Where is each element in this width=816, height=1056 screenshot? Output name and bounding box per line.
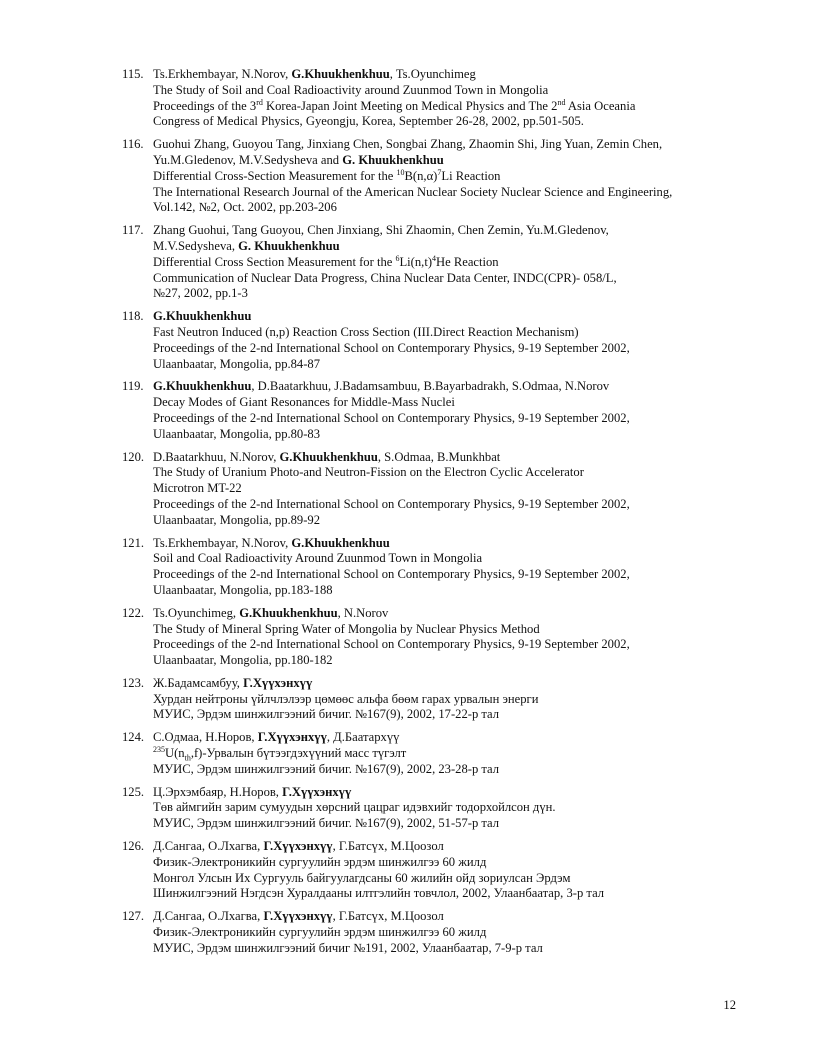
entry-authors [122,309,732,325]
author-highlight: G.Khuukhenkhuu [279,449,378,464]
entry-line [122,871,732,887]
entry-line [122,427,732,443]
entry-line [122,855,732,871]
text-run: The International Research Journal of the American Nuclear Society Nuclear Science and Engineering, [153,184,673,199]
author-highlight: G. Khuukhenkhuu [238,238,340,253]
text-run: , S.Odmaa, B.Munkhbat [377,449,501,464]
text-run: The Study of Mineral Spring Water of Mongolia by Nuclear Physics Method [153,621,540,636]
publication-entry [122,223,732,302]
entry-authors [122,730,732,746]
text-run: Proceedings of the 2-nd International School on Contemporary Physics, 9-19 September 2002, [153,567,630,582]
entry-line [122,653,732,669]
entry-line [122,153,732,169]
text-run: Differential Cross-Section Measurement for the [153,168,397,183]
entry-authors [122,909,732,925]
entry-number: 119. [122,379,144,394]
publication-entry [122,67,732,130]
entry-number: 127. [122,909,145,924]
publication-entry [122,536,732,599]
entry-number: 124. [122,730,145,745]
author-highlight: G.Khuukhenkhuu [153,379,252,394]
entry-line [122,567,732,583]
entry-number: 123. [122,675,145,690]
publication-entry [122,785,732,832]
entry-authors [122,223,732,239]
text-run: Yu.M.Gledenov, M.V.Sedysheva and [153,152,343,167]
author-highlight: Г.Хүүхэнхүү [243,675,313,690]
entry-line [122,481,732,497]
author-highlight: G.Khuukhenkhuu [239,605,338,620]
text-run: , N.Norov [337,605,389,620]
text-run: U(n [165,746,185,761]
text-run: The Study of Uranium Photo-and Neutron-Fission on the Electron Cyclic Accelerator [153,465,584,480]
text-run: Ulaanbaatar, Mongolia, pp.183-188 [153,582,333,597]
text-run: Ts.Erkhembayar, N.Norov, [153,67,292,81]
text-run: B(n,α) [404,168,438,183]
text-run: The Study of Soil and Coal Radioactivity around Zuunmod Town in Mongolia [153,82,549,97]
text-run: Congress of Medical Physics, Gyeongju, Korea, September 26-28, 2002, pp.501-505. [153,114,584,129]
publication-entry [122,379,732,442]
text-run: Li(n,t) [399,254,433,269]
text-run: Ц.Эрхэмбаяр, Н.Норов, [153,784,283,799]
text-run: Proceedings of the 2-nd International School on Contemporary Physics, 9-19 September 2002, [153,637,630,652]
author-highlight: G.Khuukhenkhuu [291,67,390,81]
text-run: Microtron MT-22 [153,481,242,496]
text-run: He Reaction [436,254,499,269]
text-run: Korea-Japan Joint Meeting on Medical Physics and The 2 [262,98,558,113]
text-run: D.Baatarkhuu, N.Norov, [153,449,280,464]
entry-authors [122,676,732,692]
text-run: Soil and Coal Radioactivity Around Zuunmod Town in Mongolia [153,551,483,566]
page-number: 12 [723,998,736,1012]
entry-line [122,692,732,708]
text-run: Д.Сангаа, О.Лхагва, [153,839,264,854]
entry-line [122,886,732,902]
entry-authors [122,536,732,552]
publication-entry [122,909,732,956]
publication-entry [122,676,732,723]
text-run: Ts.Erkhembayar, N.Norov, [153,535,292,550]
text-run: Differential Cross Section Measurement for the [153,254,396,269]
text-run: , Ts.Oyunchimeg [389,67,476,81]
author-highlight: Г.Хүүхэнхүү [263,909,333,924]
text-run: Fast Neutron Induced (n,p) Reaction Cross Section (III.Direct Reaction Mechanism) [153,324,579,339]
author-highlight: Г.Хүүхэнхүү [263,839,333,854]
text-run: Ulaanbaatar, Mongolia, pp.80-83 [153,426,321,441]
author-highlight: Г.Хүүхэнхүү [282,784,352,799]
author-highlight: G.Khuukhenkhuu [153,309,252,324]
entry-line [122,513,732,529]
entry-authors [122,785,732,801]
text-run: , Г.Батсүх, М.Цоозол [332,839,444,854]
text-run: Шинжилгээний Нэгдсэн Хуралдааны илтгэлийн товчлол, 2002, Улаанбаатар, 3-р тал [153,886,605,901]
entry-number: 118. [122,309,144,324]
text-run: Монгол Улсын Их Сургууль байгуулагдсаны 60 жилийн ойд зориулсан Эрдэм [153,870,571,885]
entry-number: 117. [122,223,144,238]
entry-authors [122,839,732,855]
superscript: 235 [153,744,165,754]
text-run: Физик-Электроникийн сургуулийн эрдэм шинжилгээ 60 жилд [153,854,487,869]
text-run: Communication of Nuclear Data Progress, China Nuclear Data Center, INDC(CPR)- 058/L, [153,270,617,285]
entry-line [122,357,732,373]
entry-number: 126. [122,839,145,854]
entry-authors [122,137,732,153]
entry-line [122,583,732,599]
entry-line [122,341,732,357]
entry-line [122,271,732,287]
text-run: Физик-Электроникийн сургуулийн эрдэм шинжилгээ 60 жилд [153,925,487,940]
text-run: №27, 2002, pp.1-3 [153,286,248,301]
text-run: Guohui Zhang, Guoyou Tang, Jinxiang Chen, Songbai Zhang, Zhaomin Shi, Jing Yuan, Zemin Chen, [153,137,663,152]
publication-list [122,67,732,964]
entry-number: 125. [122,784,145,799]
text-run: Ts.Oyunchimeg, [153,605,240,620]
entry-line [122,411,732,427]
entry-line [122,99,732,115]
text-run: Decay Modes of Giant Resonances for Middle-Mass Nuclei [153,395,455,410]
text-run: Д.Сангаа, О.Лхагва, [153,909,264,924]
text-run: , D.Baatarkhuu, J.Badamsambuu, B.Bayarbadrakh, S.Odmaa, N.Norov [251,379,610,394]
text-run: МУИС, Эрдэм шинжилгээний бичиг №191, 2002, Улаанбаатар, 7-9-р тал [153,940,543,955]
publication-entry [122,606,732,669]
entry-line [122,83,732,99]
publication-entry [122,730,732,777]
entry-line [122,325,732,341]
entry-line [122,114,732,130]
text-run: Ulaanbaatar, Mongolia, pp.84-87 [153,356,321,371]
text-run: Ulaanbaatar, Mongolia, pp.180-182 [153,653,333,668]
text-run: Proceedings of the 2-nd International School on Contemporary Physics, 9-19 September 2002, [153,410,630,425]
text-run: Proceedings of the 2-nd International School on Contemporary Physics, 9-19 September 2002, [153,340,630,355]
entry-authors [122,450,732,466]
superscript: rd [256,97,263,107]
entry-number: 121. [122,535,145,550]
publication-entry [122,450,732,529]
text-run: Хурдан нейтроны үйлчлэлээр цөмөөс альфа бөөм гарах урвалын энерги [153,691,539,706]
entry-line [122,395,732,411]
text-run: , Д.Баатархүү [326,730,400,745]
entry-line [122,169,732,185]
text-run: Vol.142, №2, Oct. 2002, pp.203-206 [153,200,337,215]
text-run: МУИС, Эрдэм шинжилгээний бичиг. №167(9), 2002, 51-57-р тал [153,816,500,831]
entry-line [122,622,732,638]
entry-line [122,185,732,201]
entry-line [122,637,732,653]
text-run: Li Reaction [441,168,501,183]
text-run: С.Одмаа, Н.Норов, [153,730,258,745]
entry-line [122,200,732,216]
entry-number: 122. [122,605,145,620]
text-run: Zhang Guohui, Tang Guoyou, Chen Jinxiang, Shi Zhaomin, Chen Zemin, Yu.M.Gledenov, [153,223,609,238]
entry-line [122,816,732,832]
text-run: Ulaanbaatar, Mongolia, pp.89-92 [153,512,321,527]
author-highlight: Г.Хүүхэнхүү [257,730,327,745]
text-run: , Г.Батсүх, М.Цоозол [332,909,444,924]
subscript: th [184,753,191,763]
entry-line [122,762,732,778]
entry-number: 115. [122,67,144,81]
author-highlight: G.Khuukhenkhuu [291,535,390,550]
entry-authors [122,606,732,622]
entry-line [122,239,732,255]
superscript: 6 [395,253,400,263]
text-run: Asia Oceania [565,98,636,113]
entry-authors [122,67,732,83]
superscript: 10 [396,167,405,177]
entry-line [122,255,732,271]
entry-line [122,286,732,302]
text-run: Proceedings of the 2-nd International School on Contemporary Physics, 9-19 September 2002, [153,496,630,511]
entry-line [122,925,732,941]
entry-line [122,941,732,957]
text-run: Ж.Бадамсамбуу, [153,675,244,690]
entry-line [122,497,732,513]
superscript: 7 [437,167,442,177]
entry-line [122,551,732,567]
text-run: M.V.Sedysheva, [153,238,239,253]
publication-entry [122,309,732,372]
text-run: ,f)-Урвалын бүтээгдэхүүний масс түгэлт [190,746,407,761]
text-run: Proceedings of the 3 [153,98,257,113]
text-run: МУИС, Эрдэм шинжилгээний бичиг. №167(9), 2002, 17-22-р тал [153,707,500,722]
entry-line [122,800,732,816]
superscript: nd [557,97,566,107]
publication-entry [122,137,732,216]
entry-line [122,465,732,481]
text-run: МУИС, Эрдэм шинжилгээний бичиг. №167(9), 2002, 23-28-р тал [153,761,500,776]
publication-entry [122,839,732,902]
entry-line [122,746,732,762]
author-highlight: G. Khuukhenkhuu [342,152,444,167]
text-run: Төв аймгийн зарим сумуудын хөрсний цацраг идэвхийг тодорхойлсон дүн. [153,800,556,815]
entry-line [122,707,732,723]
entry-number: 120. [122,449,145,464]
entry-number: 116. [122,137,144,152]
entry-authors [122,379,732,395]
superscript: 4 [432,253,437,263]
